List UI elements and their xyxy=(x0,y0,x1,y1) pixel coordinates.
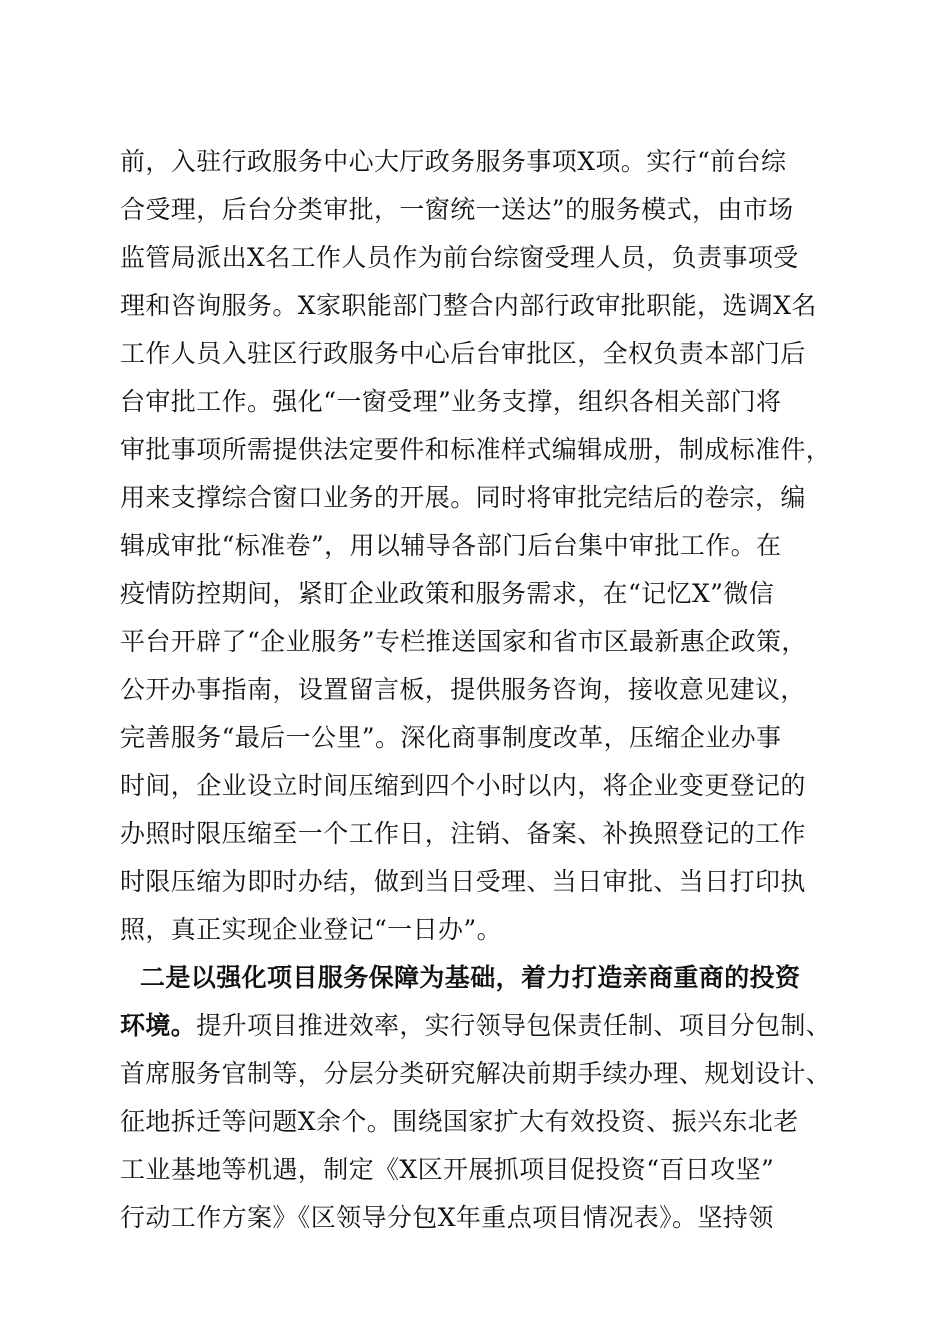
paragraph-2-line: 征地拆迁等问题X余个。围绕国家扩大有效投资、振兴东北老 xyxy=(120,1107,799,1136)
document-body xyxy=(120,138,860,1242)
paragraph-1-line: 监管局派出X名工作人员作为前台综窗受理人员，负责事项受 xyxy=(120,243,799,272)
paragraph-2-heading: 二是以强化项目服务保障为基础，着力打造亲商重商的投资 xyxy=(140,963,801,992)
paragraph-2-line: 行动工作方案》《区领导分包X年重点项目情况表》。坚持领 xyxy=(120,1203,774,1232)
paragraph-1-line: 办照时限压缩至一个工作日，注销、备案、补换照登记的工作 xyxy=(120,819,806,848)
paragraph-1-line: 时间，企业设立时间压缩到四个小时以内，将企业变更登记的 xyxy=(120,771,806,800)
paragraph-1-line: 台审批工作。强化“一窗受理”业务支撑，组织各相关部门将 xyxy=(120,387,782,416)
paragraph-1-line: 照，真正实现企业登记“一日办”。 xyxy=(120,915,502,944)
paragraph-2-line: 首席服务官制等，分层分类研究解决前期手续办理、规划设计、 xyxy=(120,1059,832,1088)
paragraph-2-line: 工业基地等机遇，制定《X区开展抓项目促投资“百日攻坚” xyxy=(120,1155,775,1184)
paragraph-1-line: 理和咨询服务。X家职能部门整合内部行政审批职能，选调X名 xyxy=(120,291,817,320)
paragraph-1-line: 前，入驻行政服务中心大厅政务服务事项X项。实行“前台综 xyxy=(120,147,787,176)
paragraph-1-line: 辑成审批“标准卷”，用以辅导各部门后台集中审批工作。在 xyxy=(120,531,782,560)
paragraph-1-line: 完善服务“最后一公里”。深化商事制度改革，压缩企业办事 xyxy=(120,723,782,752)
paragraph-2-heading-end: 环境。 xyxy=(120,1011,197,1040)
paragraph-1-line: 公开办事指南，设置留言板，提供服务咨询，接收意见建议， xyxy=(120,675,806,704)
paragraph-1-line: 疫情防控期间，紧盯企业政策和服务需求，在“记忆X”微信 xyxy=(120,579,775,608)
paragraph-1-line: 审批事项所需提供法定要件和标准样式编辑成册，制成标准件， xyxy=(120,435,832,464)
paragraph-1-line: 平台开辟了“企业服务”专栏推送国家和省市区最新惠企政策， xyxy=(120,627,807,656)
paragraph-2-line xyxy=(120,1002,860,1050)
paragraph-1-line: 用来支撑综合窗口业务的开展。同时将审批完结后的卷宗，编 xyxy=(120,483,806,512)
paragraph-1-line: 时限压缩为即时办结，做到当日受理、当日审批、当日打印执 xyxy=(120,867,806,896)
paragraph-1-line: 合受理，后台分类审批，一窗统一送达”的服务模式，由市场 xyxy=(120,195,794,224)
paragraph-2-line-text: 提升项目推进效率，实行领导包保责任制、项目分包制、 xyxy=(196,1011,832,1040)
paragraph-1-line: 工作人员入驻区行政服务中心后台审批区，全权负责本部门后 xyxy=(120,339,806,368)
